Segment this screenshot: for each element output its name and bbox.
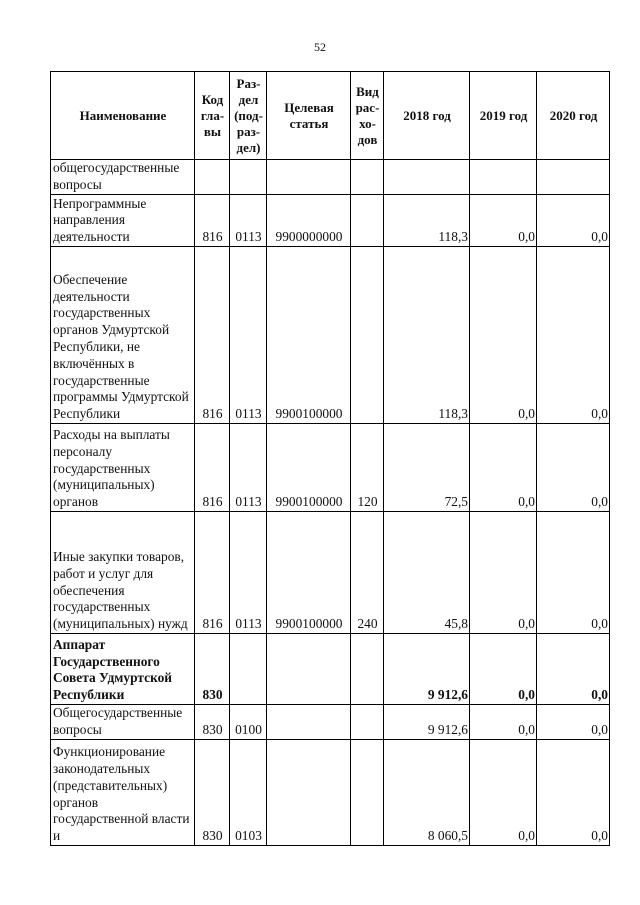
row-section [230,634,267,705]
row-year-2018: 72,5 [384,424,470,512]
row-chapter-code: 816 [195,424,230,512]
row-expense-type [351,634,384,705]
row-section: 0113 [230,195,267,247]
row-chapter-code: 830 [195,705,230,740]
row-expense-type: 120 [351,424,384,512]
row-year-2020: 0,0 [537,634,610,705]
row-target-article: 9900100000 [267,247,351,424]
row-year-2018: 118,3 [384,195,470,247]
row-section: 0113 [230,247,267,424]
row-year-2018 [384,160,470,195]
table-row [51,634,610,705]
row-name: Общегосударственные вопросы [51,705,195,740]
row-year-2019 [470,160,537,195]
page-number: 52 [314,40,326,54]
row-section: 0113 [230,424,267,512]
row-chapter-code [195,160,230,195]
row-year-2019: 0,0 [470,705,537,740]
row-name: Обеспечение деятельности государственных органов Удмуртской Республики, не включённых в государственные программы Удмуртской Республики [51,247,195,424]
table-row [51,247,610,424]
row-year-2018: 9 912,6 [384,705,470,740]
row-year-2019: 0,0 [470,424,537,512]
row-year-2019: 0,0 [470,195,537,247]
row-section: 0113 [230,512,267,634]
row-target-article [267,705,351,740]
row-target-article [267,160,351,195]
row-expense-type: 240 [351,512,384,634]
row-year-2018: 118,3 [384,247,470,424]
header-year-2020: 2020 год [537,72,610,160]
row-year-2020: 0,0 [537,705,610,740]
row-year-2019: 0,0 [470,512,537,634]
row-chapter-code: 830 [195,634,230,705]
header-year-2019: 2019 год [470,72,537,160]
row-year-2019: 0,0 [470,247,537,424]
row-section: 0103 [230,740,267,846]
table-row [51,740,610,846]
table-row [51,424,610,512]
row-year-2018: 9 912,6 [384,634,470,705]
row-year-2020: 0,0 [537,512,610,634]
row-year-2018: 45,8 [384,512,470,634]
row-year-2019: 0,0 [470,740,537,846]
row-name: Иные закупки товаров, работ и услуг для обеспечения государственных (муниципальных) нужд [51,512,195,634]
table-row [51,195,610,247]
row-target-article: 9900100000 [267,424,351,512]
row-name: Непрограммные направления деятельности [51,195,195,247]
row-year-2020: 0,0 [537,740,610,846]
row-expense-type [351,195,384,247]
header-expense-type: Вид рас- хо- дов [351,72,384,160]
row-name: Функционирование законодательных (представительных) органов государственной власти и [51,740,195,846]
row-chapter-code: 816 [195,195,230,247]
row-section [230,160,267,195]
header-target-article: Целевая статья [267,72,351,160]
row-target-article [267,740,351,846]
row-chapter-code: 816 [195,247,230,424]
row-target-article [267,634,351,705]
row-section: 0100 [230,705,267,740]
table-row [51,512,610,634]
row-chapter-code: 816 [195,512,230,634]
row-expense-type [351,247,384,424]
row-year-2020: 0,0 [537,195,610,247]
row-name: Расходы на выплаты персоналу государственных (муниципальных) органов [51,424,195,512]
row-name: общегосударственные вопросы [51,160,195,195]
row-name: Аппарат Государственного Совета Удмуртской Республики [51,634,195,705]
row-year-2020: 0,0 [537,424,610,512]
row-year-2020: 0,0 [537,247,610,424]
row-expense-type [351,705,384,740]
row-expense-type [351,740,384,846]
row-year-2019: 0,0 [470,634,537,705]
table-row [51,705,610,740]
table-row [51,160,610,195]
row-target-article: 9900100000 [267,512,351,634]
header-year-2018: 2018 год [384,72,470,160]
row-year-2018: 8 060,5 [384,740,470,846]
row-target-article: 9900000000 [267,195,351,247]
row-expense-type [351,160,384,195]
row-chapter-code: 830 [195,740,230,846]
header-row [51,72,610,160]
header-chapter-code: Код гла- вы [195,72,230,160]
row-year-2020 [537,160,610,195]
header-section: Раз- дел (под- раз- дел) [230,72,267,160]
header-name: Наименование [51,72,195,160]
budget-table [50,71,610,846]
